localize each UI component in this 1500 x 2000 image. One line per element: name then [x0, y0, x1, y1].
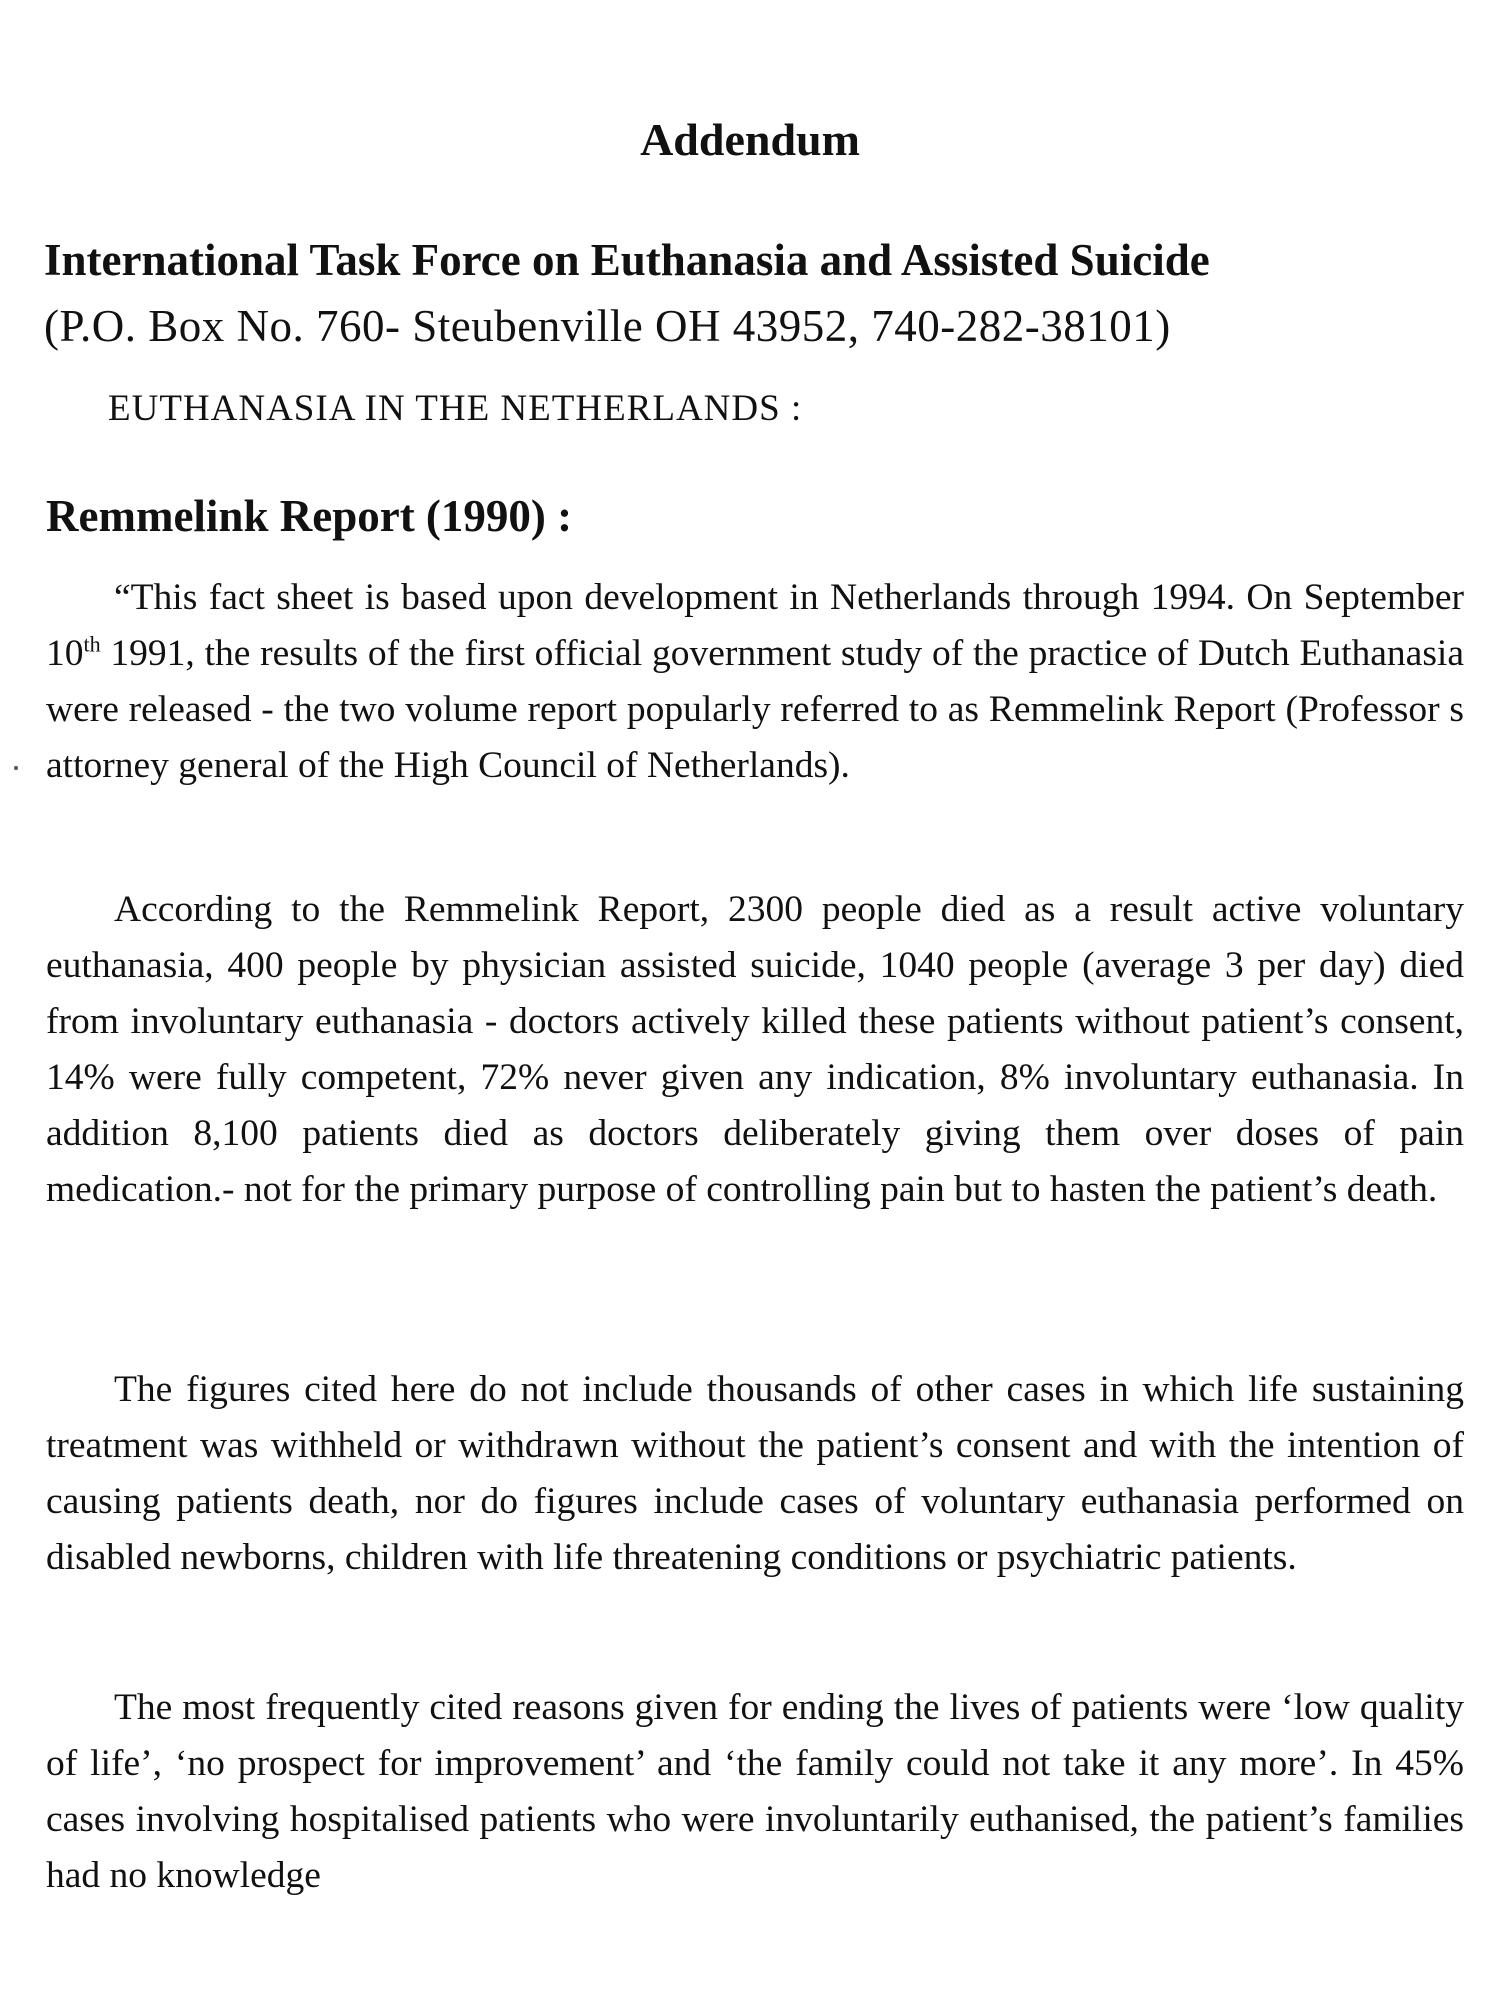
paragraph-figures: The figures cited here do not include thousands of other cases in which life sustaining treatment was withheld or withdrawn without the patient’s consent and with the intention of causing patients death, nor do figures include cases of voluntary euthanasia performed on disabled newborns, children with life threatening conditions or psychiatric patients. — [46, 1369, 1464, 1578]
paragraph-reasons: The most frequently cited reasons given for ending the lives of patients were ‘low quality of life’, ‘no prospect for improvement’ and ‘the family could not take it any more’. In 45% cases involving hospitalised patients who were involuntarily euthanised, the patient’s families had no knowledge — [46, 1687, 1464, 1896]
organization-name: International Task Force on Euthanasia and Assisted Suicide — [44, 235, 1210, 285]
paragraph-fact-sheet — [46, 570, 1464, 794]
paragraph-statistics: According to the Remmelink Report, 2300 people died as a result active voluntary euthanasia, 400 people by physician assisted suicide, 1040 people (average 3 per day) died from involuntary euthanasia - doctors actively killed these patients without patient’s consent, 14% were fully competent, 72% never given any indication, 8% involuntary euthanasia. In addition 8,100 patients died as doctors deliberately giving them over doses of pain medication.- not for the primary purpose of controlling pain but to hasten the patient’s death. — [46, 889, 1464, 1210]
section-heading: Remmelink Report (1990) : — [46, 491, 573, 541]
paragraph-fact-sheet-text-b: 1991, the results of the first official government study of the practice of Dutch Euthanasia were released - the two volume report popularly referred to as Remmelink Report (Professor s attorney general of the High Council of Netherlands). — [46, 633, 1464, 786]
margin-mark — [14, 766, 18, 770]
paragraph-fact-sheet-text-a: “This fact sheet is based upon development in Netherlands through 1994. On September 10 — [46, 577, 1464, 674]
document-subtitle: EUTHANASIA IN THE NETHERLANDS : — [108, 388, 803, 429]
page-heading: Addendum — [640, 114, 860, 165]
ordinal-superscript: th — [83, 631, 101, 657]
organization-address: (P.O. Box No. 760- Steubenville OH 43952, 740-282-38101) — [44, 301, 1171, 351]
